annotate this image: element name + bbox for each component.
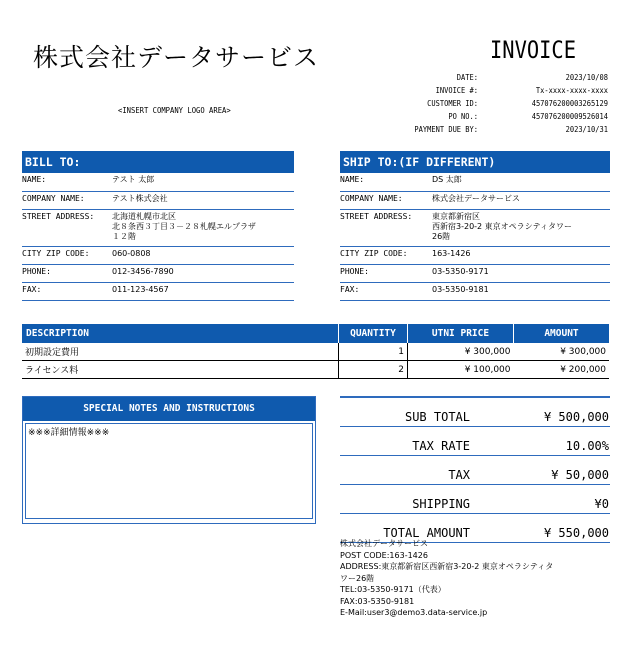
item-amount: ¥ 200,000 bbox=[514, 361, 610, 379]
invoice-meta-labels bbox=[357, 71, 478, 136]
po-number-value: 457076200009526014 bbox=[531, 112, 608, 121]
shipping-row bbox=[340, 485, 610, 514]
subtotal-value: ¥ 500,000 bbox=[510, 397, 610, 427]
tax-row bbox=[340, 456, 610, 485]
field-value: 012-3456-7890 bbox=[112, 264, 294, 282]
line-items-header-row bbox=[22, 324, 609, 343]
ship-to-row-name bbox=[340, 173, 610, 191]
special-notes-header: SPECIAL NOTES AND INSTRUCTIONS bbox=[23, 397, 315, 421]
bill-to-row-name bbox=[22, 173, 294, 191]
field-value: 163-1426 bbox=[432, 246, 610, 264]
bill-to-row-company bbox=[22, 191, 294, 209]
field-value bbox=[112, 209, 294, 246]
item-unit-price: ¥ 300,000 bbox=[408, 343, 514, 361]
total-amount-value: ¥ 550,000 bbox=[510, 514, 610, 543]
total-amount-label: TOTAL AMOUNT bbox=[340, 514, 510, 543]
field-value: 060-0808 bbox=[112, 246, 294, 264]
field-value: 03-5350-9171 bbox=[432, 264, 610, 282]
field-value: テスト株式会社 bbox=[112, 191, 294, 209]
footer-company: 株式会社データサービス bbox=[340, 539, 428, 548]
item-quantity: 1 bbox=[339, 343, 408, 361]
item-amount: ¥ 300,000 bbox=[514, 343, 610, 361]
tax-rate-row bbox=[340, 427, 610, 456]
item-description: 初期設定費用 bbox=[22, 343, 339, 361]
item-description: ライセンス料 bbox=[22, 361, 339, 379]
footer-address: ADDRESS:東京都新宿区西新宿3-20-2 東京オペラシティタ bbox=[340, 562, 554, 571]
shipping-value: ¥0 bbox=[510, 485, 610, 514]
quantity-header: QUANTITY bbox=[339, 324, 408, 343]
field-label: CITY ZIP CODE: bbox=[22, 246, 112, 264]
field-label: COMPANY NAME: bbox=[340, 191, 432, 209]
field-label: FAX: bbox=[22, 282, 112, 300]
footer-fax: FAX:03-5350-9181 bbox=[340, 596, 415, 606]
company-title: 株式会社データサービス bbox=[33, 43, 320, 72]
field-label: FAX: bbox=[340, 282, 432, 300]
field-label: STREET ADDRESS: bbox=[340, 209, 432, 246]
bill-to-table bbox=[22, 173, 294, 301]
field-value: DS 太郎 bbox=[432, 173, 610, 191]
table-row bbox=[22, 343, 609, 361]
invoice-number-label: INVOICE #: bbox=[435, 86, 478, 95]
invoice-meta-values bbox=[495, 71, 608, 136]
field-value bbox=[432, 209, 610, 246]
address-line: 北８条西３丁目３－２８札幌エルプラザ bbox=[112, 221, 256, 231]
subtotal-row bbox=[340, 397, 610, 427]
tax-rate-value: 10.00% bbox=[510, 427, 610, 456]
field-value: 株式会社データサービス bbox=[432, 191, 610, 209]
field-label: NAME: bbox=[340, 173, 432, 191]
bill-to-row-phone bbox=[22, 264, 294, 282]
item-unit-price: ¥ 100,000 bbox=[408, 361, 514, 379]
ship-to-header: SHIP TO:(IF DIFFERENT) bbox=[340, 151, 610, 173]
description-header: DESCRIPTION bbox=[22, 324, 339, 343]
shipping-label: SHIPPING bbox=[340, 485, 510, 514]
ship-to-row-address bbox=[340, 209, 610, 246]
company-contact-footer bbox=[340, 538, 553, 619]
footer-email[interactable]: E-Mail:user3@demo3.data-service.jp bbox=[340, 608, 488, 617]
customer-id-label: CUSTOMER ID: bbox=[427, 99, 478, 108]
bill-to-section bbox=[22, 151, 294, 301]
ship-to-row-zip bbox=[340, 246, 610, 264]
logo-placeholder: <INSERT COMPANY LOGO AREA> bbox=[118, 106, 231, 115]
address-line: １２階 bbox=[112, 231, 136, 241]
ship-to-section bbox=[340, 151, 610, 301]
tax-label: TAX bbox=[340, 456, 510, 485]
bill-to-header: BILL TO: bbox=[22, 151, 294, 173]
table-row bbox=[22, 361, 609, 379]
address-line: 26階 bbox=[432, 231, 451, 241]
address-line: 西新宿3-20-2 東京オペラシティタワー bbox=[432, 221, 573, 231]
subtotal-label: SUB TOTAL bbox=[340, 397, 510, 427]
footer-post-code: POST CODE:163-1426 bbox=[340, 550, 428, 560]
address-line: 東京都新宿区 bbox=[432, 211, 480, 221]
customer-id-value: 457076200003265129 bbox=[531, 99, 608, 108]
field-value: 03-5350-9181 bbox=[432, 282, 610, 300]
ship-to-row-phone bbox=[340, 264, 610, 282]
payment-due-label: PAYMENT DUE BY: bbox=[414, 125, 478, 134]
unit-price-header: UTNI PRICE bbox=[408, 324, 514, 343]
special-notes-content: ※※※詳細情報※※※ bbox=[25, 423, 313, 519]
date-label: DATE: bbox=[456, 73, 478, 82]
tax-value: ¥ 50,000 bbox=[510, 456, 610, 485]
special-notes-box bbox=[22, 396, 316, 524]
line-items-table bbox=[22, 324, 609, 379]
invoice-title: INVOICE bbox=[490, 36, 576, 64]
footer-tel: TEL:03-5350-9171（代表） bbox=[340, 585, 446, 594]
tax-rate-label: TAX RATE bbox=[340, 427, 510, 456]
ship-to-row-company bbox=[340, 191, 610, 209]
field-label: CITY ZIP CODE: bbox=[340, 246, 432, 264]
amount-header: AMOUNT bbox=[514, 324, 610, 343]
po-number-label: PO NO.: bbox=[448, 112, 478, 121]
field-label: PHONE: bbox=[22, 264, 112, 282]
address-line: 北海道札幌市北区 bbox=[112, 211, 176, 221]
bill-to-row-address bbox=[22, 209, 294, 246]
field-value: 011-123-4567 bbox=[112, 282, 294, 300]
ship-to-table bbox=[340, 173, 610, 301]
field-label: NAME: bbox=[22, 173, 112, 191]
payment-due-value: 2023/10/31 bbox=[565, 125, 608, 134]
field-label: STREET ADDRESS: bbox=[22, 209, 112, 246]
invoice-number-value: Tx-xxxx-xxxx-xxxx bbox=[535, 86, 608, 95]
item-quantity: 2 bbox=[339, 361, 408, 379]
field-label: PHONE: bbox=[340, 264, 432, 282]
bill-to-row-fax bbox=[22, 282, 294, 300]
date-value: 2023/10/08 bbox=[565, 73, 608, 82]
bill-to-row-zip bbox=[22, 246, 294, 264]
ship-to-row-fax bbox=[340, 282, 610, 300]
field-value: テスト 太郎 bbox=[112, 173, 294, 191]
field-label: COMPANY NAME: bbox=[22, 191, 112, 209]
footer-address-cont: ワー26階 bbox=[340, 573, 375, 583]
totals-table bbox=[340, 396, 610, 543]
